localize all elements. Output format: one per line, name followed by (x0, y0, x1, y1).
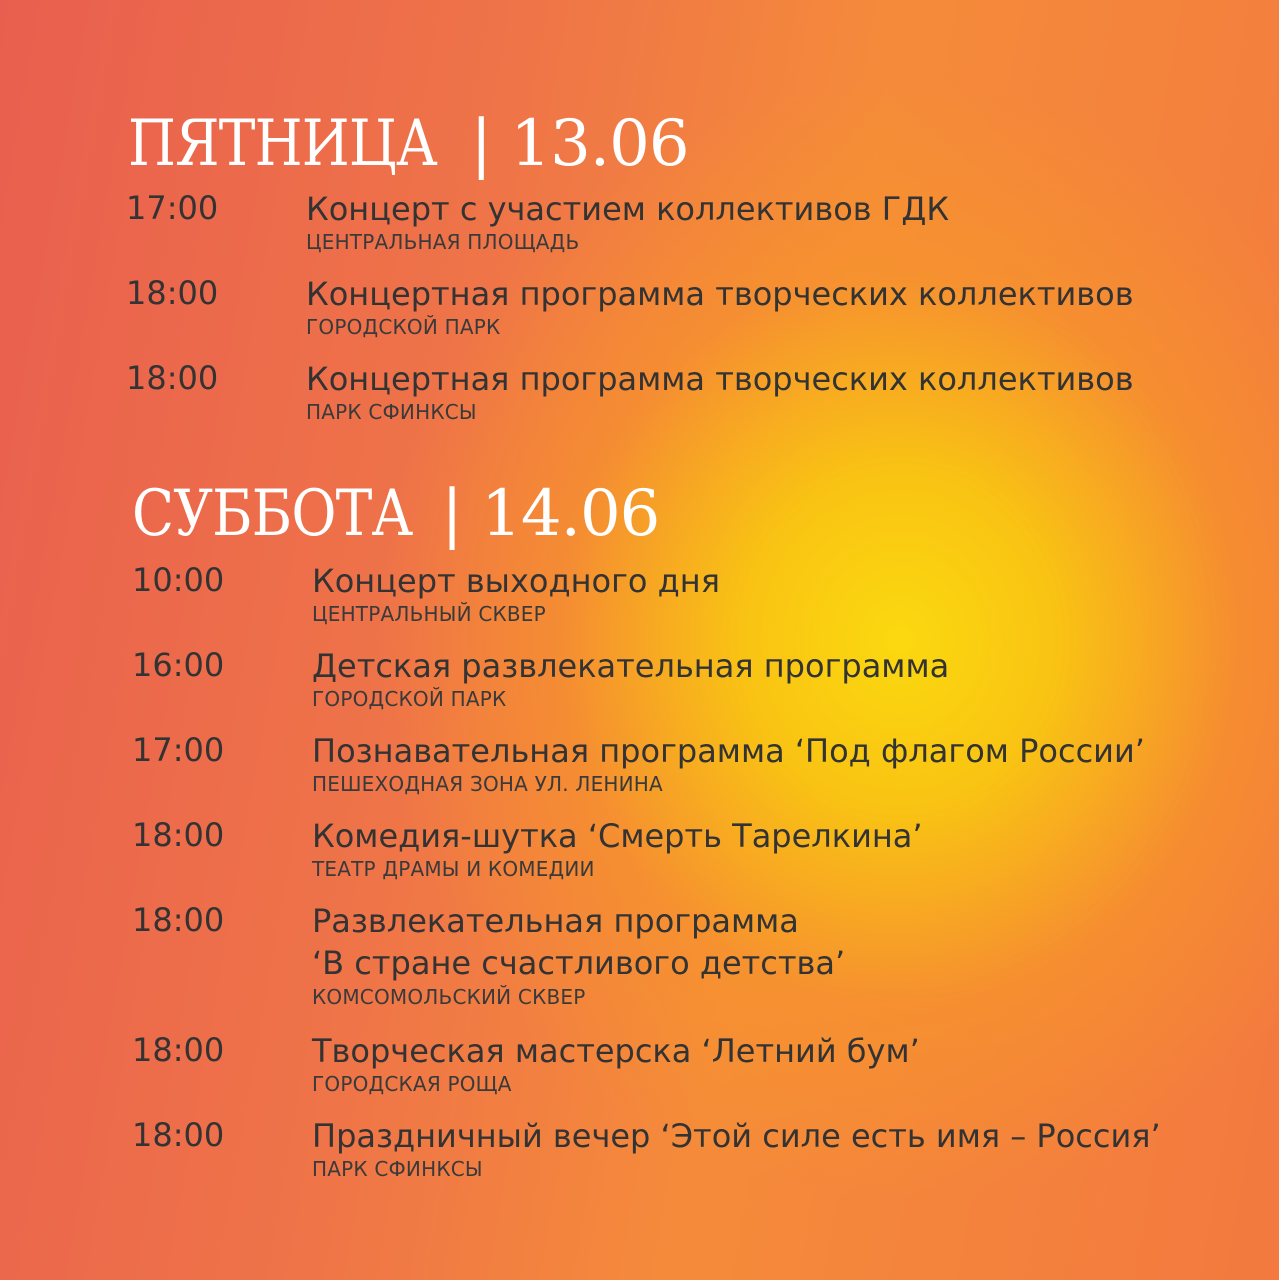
event-venue: ПЕШЕХОДНАЯ ЗОНА УЛ. ЛЕНИНА (312, 772, 663, 796)
day-name: СУББОТА (132, 477, 413, 551)
event-item (132, 1030, 1252, 1120)
day-date: 14.06 (481, 477, 660, 551)
event-title: Концертная программа творческих коллективов (306, 360, 1134, 398)
event-item (132, 1115, 1252, 1205)
event-venue: КОМСОМОЛЬСКИЙ СКВЕР (312, 985, 586, 1009)
event-item (132, 645, 1252, 735)
event-title: Детская развлекательная программа (312, 647, 950, 685)
event-item (126, 273, 1246, 363)
event-time: 18:00 (132, 1116, 225, 1154)
event-time: 18:00 (132, 901, 225, 939)
event-time: 18:00 (126, 359, 219, 397)
event-venue: ПАРК СФИНКСЫ (312, 1157, 483, 1181)
event-title: Познавательная программа ‘Под флагом России’ (312, 732, 1145, 770)
event-time: 18:00 (132, 816, 225, 854)
event-item (132, 730, 1252, 820)
event-item (126, 188, 1246, 278)
day-name: ПЯТНИЦА (128, 107, 437, 181)
event-time: 17:00 (126, 189, 219, 227)
event-venue: ЦЕНТРАЛЬНЫЙ СКВЕР (312, 602, 546, 626)
day-separator: | (470, 107, 491, 181)
event-time: 18:00 (126, 274, 219, 312)
day-heading-friday (128, 107, 689, 181)
day-separator: | (441, 477, 462, 551)
event-item (132, 815, 1252, 905)
event-time: 10:00 (132, 561, 225, 599)
event-time: 18:00 (132, 1031, 225, 1069)
event-title: Развлекательная программа ‘В стране счастливого детства’ (312, 902, 846, 982)
event-title: Комедия-шутка ‘Смерть Тарелкина’ (312, 817, 923, 855)
event-time: 16:00 (132, 646, 225, 684)
event-item (132, 560, 1252, 650)
event-title: Концерт выходного дня (312, 562, 720, 600)
event-venue: ЦЕНТРАЛЬНАЯ ПЛОЩАДЬ (306, 230, 580, 254)
event-item (132, 900, 1252, 1020)
event-title: Праздничный вечер ‘Этой силе есть имя – Россия’ (312, 1117, 1161, 1155)
event-venue: ГОРОДСКОЙ ПАРК (312, 687, 507, 711)
day-date: 13.06 (510, 107, 689, 181)
event-venue: ТЕАТР ДРАМЫ И КОМЕДИИ (312, 857, 595, 881)
event-title: Творческая мастерска ‘Летний бум’ (312, 1032, 920, 1070)
event-title: Концерт с участием коллективов ГДК (306, 190, 950, 228)
event-venue: ПАРК СФИНКСЫ (306, 400, 477, 424)
event-time: 17:00 (132, 731, 225, 769)
event-item (126, 358, 1246, 448)
event-venue: ГОРОДСКОЙ ПАРК (306, 315, 501, 339)
event-venue: ГОРОДСКАЯ РОЩА (312, 1072, 512, 1096)
event-title: Концертная программа творческих коллективов (306, 275, 1134, 313)
day-heading-saturday (132, 477, 660, 551)
